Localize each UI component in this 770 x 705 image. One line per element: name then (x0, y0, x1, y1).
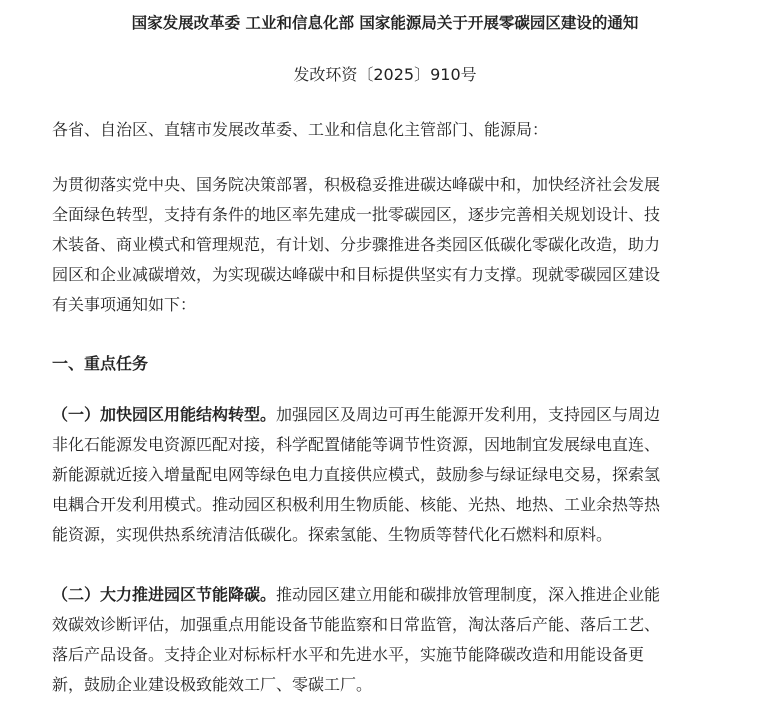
intro-line: 全面绿色转型，支持有条件的地区率先建成一批零碳园区，逐步完善相关规划设计、技 (52, 205, 661, 224)
task-text: 推动园区建立用能和碳排放管理制度，深入推进企业能 (276, 585, 661, 604)
task-first-line (52, 580, 732, 610)
task-line: 落后产品设备。支持企业对标标杆水平和先进水平，实施节能降碳改造和用能设备更 (52, 645, 645, 664)
task-line: 能资源，实现供热系统清洁低碳化。探索氢能、生物质等替代化石燃料和原料。 (52, 525, 613, 544)
task-lead: （二）大力推进园区节能降碳。 (52, 585, 277, 604)
task-line: 效碳效诊断评估，加强重点用能设备节能监察和日常监管，淘汰落后产能、落后工艺、 (52, 615, 661, 634)
intro-line: 术装备、商业模式和管理规范，有计划、分步骤推进各类园区低碳化零碳化改造，助力 (52, 235, 661, 254)
document-number: 发改环资〔2025〕910号 (293, 65, 477, 84)
addressee-text: 各省、自治区、直辖市发展改革委、工业和信息化主管部门、能源局： (52, 120, 549, 139)
intro-line: 园区和企业减碳增效，为实现碳达峰碳中和目标提供坚实有力支撑。现就零碳园区建设 (52, 265, 661, 284)
document-title: 国家发展改革委 工业和信息化部 国家能源局关于开展零碳园区建设的通知 (131, 14, 639, 32)
intro-line: 为贯彻落实党中央、国务院决策部署，积极稳妥推进碳达峰碳中和，加快经济社会发展 (52, 175, 661, 194)
section-heading: 一、重点任务 (52, 354, 149, 373)
task-first-line (52, 400, 732, 430)
task-lead: （一）加快园区用能结构转型。 (52, 405, 277, 424)
task-line: 新，鼓励企业建设极致能效工厂、零碳工厂。 (52, 675, 373, 694)
intro-paragraph (52, 170, 732, 320)
task-paragraph-2 (52, 580, 732, 700)
task-line: 非化石能源发电资源匹配对接，科学配置储能等调节性资源，因地制宜发展绿电直连、 (52, 435, 661, 454)
addressee-line (52, 115, 732, 145)
task-line: 电耦合开发利用模式。推动园区积极利用生物质能、核能、光热、地热、工业余热等热 (52, 495, 661, 514)
task-line: 新能源就近接入增量配电网等绿色电力直接供应模式，鼓励参与绿证绿电交易，探索氢 (52, 465, 661, 484)
task-text: 加强园区及周边可再生能源开发利用，支持园区与周边 (276, 405, 661, 424)
task-paragraph-1 (52, 400, 732, 550)
intro-line: 有关事项通知如下： (52, 295, 197, 314)
